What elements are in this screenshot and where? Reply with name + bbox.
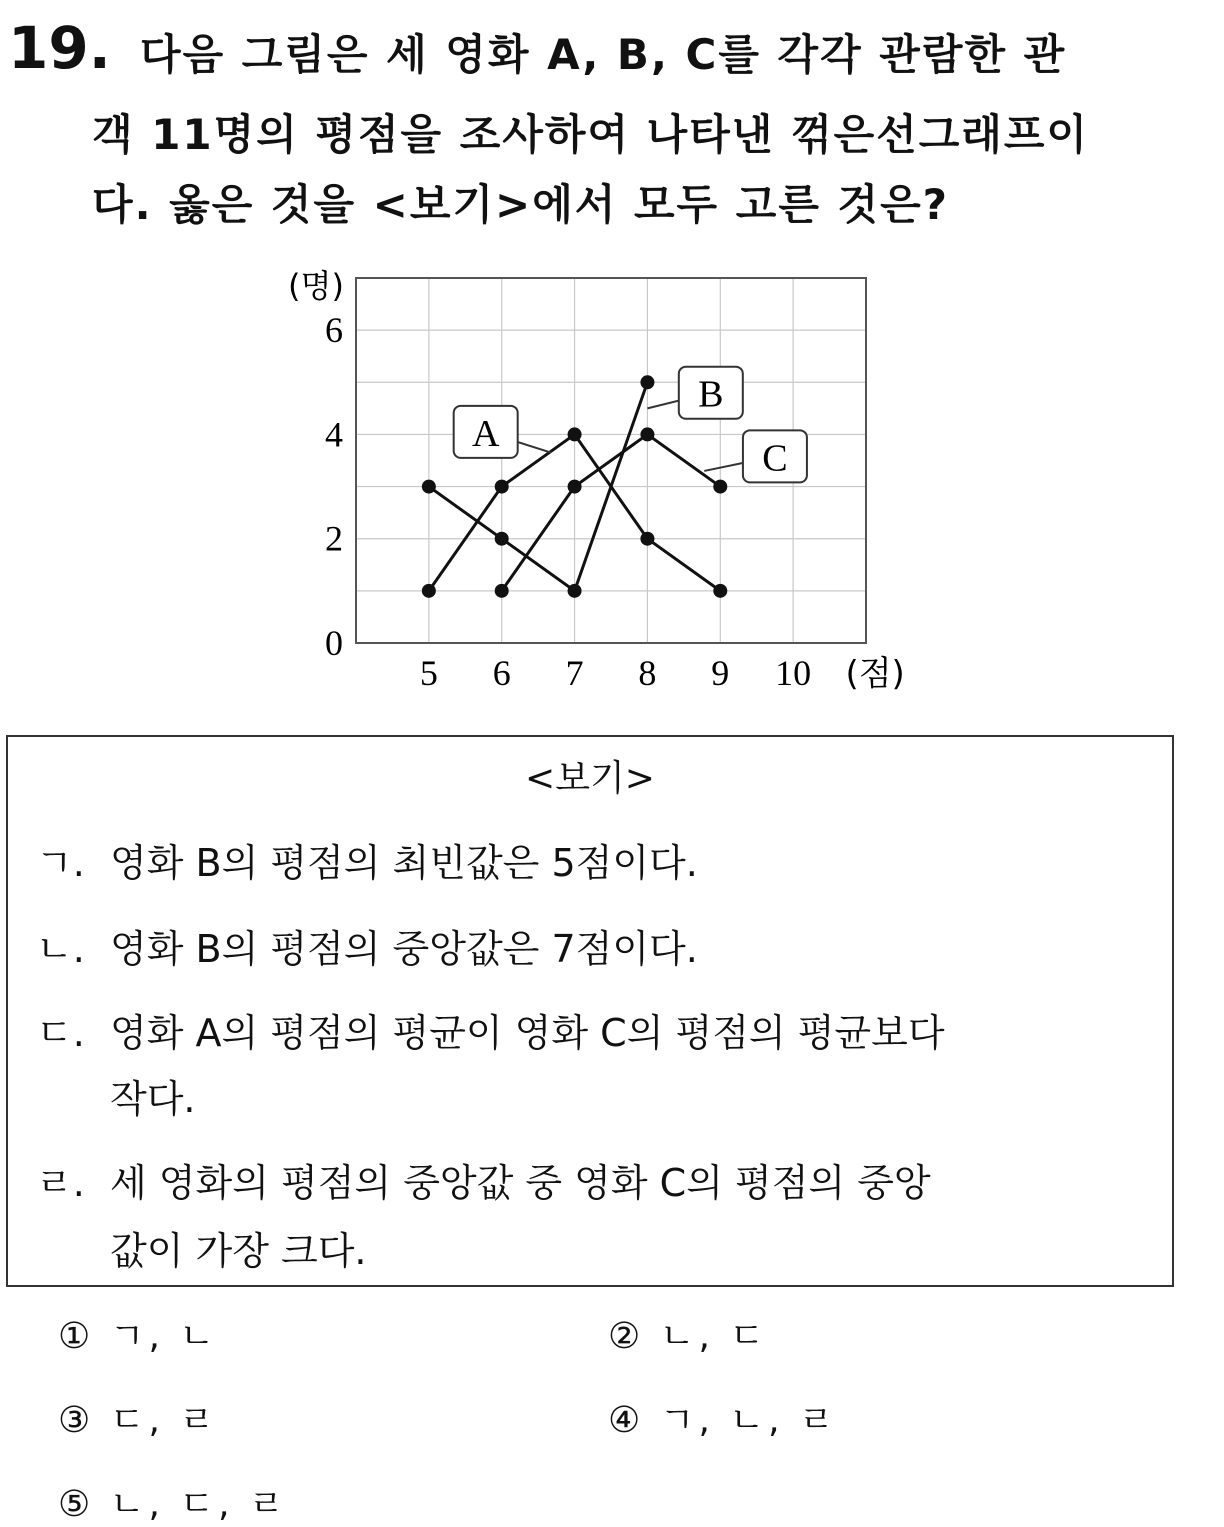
data-point-A — [640, 532, 654, 546]
y-axis-label: (명) — [288, 267, 344, 305]
data-point-A — [422, 584, 436, 598]
data-point-C — [568, 480, 582, 494]
question-line-1: 다음 그림은 세 영화 A, B, C를 각각 관람한 관 — [140, 30, 1067, 79]
answer-option-1[interactable]: ① ㄱ, ㄴ — [58, 1316, 219, 1357]
series-label-A: A — [471, 412, 500, 455]
x-tick-label: 9 — [711, 653, 730, 693]
series-label-C: C — [762, 437, 788, 480]
x-tick-label: 6 — [492, 653, 511, 693]
y-tick-label: 4 — [325, 414, 343, 455]
question-number: 19. — [8, 14, 111, 82]
data-point-C — [495, 584, 509, 598]
data-point-A — [713, 584, 727, 598]
bogi-item-label: ㄴ. — [36, 927, 85, 971]
y-tick-label: 2 — [325, 518, 343, 559]
question-line-3: 다. 옳은 것을 <보기>에서 모두 고른 것은? — [92, 180, 950, 229]
answer-option-5[interactable]: ⑤ ㄴ, ㄷ, ㄹ — [58, 1484, 288, 1525]
y-tick-label: 0 — [325, 623, 343, 663]
bogi-item-text: 값이 가장 크다. — [110, 1229, 367, 1273]
answer-option-2[interactable]: ② ㄴ, ㄷ — [608, 1316, 769, 1357]
y-tick-label: 6 — [325, 310, 343, 351]
bogi-item-label: ㄹ. — [36, 1161, 85, 1205]
data-point-A — [495, 480, 509, 494]
bogi-item-label: ㄱ. — [36, 841, 85, 885]
bogi-item-text: 영화 A의 평점의 평균이 영화 C의 평점의 평균보다 — [110, 1011, 945, 1055]
bogi-item-text: 영화 B의 평점의 중앙값은 7점이다. — [110, 927, 698, 971]
x-tick-label: 8 — [638, 653, 657, 693]
x-tick-label: 5 — [419, 653, 438, 693]
bogi-item-text: 세 영화의 평점의 중앙값 중 영화 C의 평점의 중앙 — [110, 1161, 931, 1205]
question-line-2: 객 11명의 평점을 조사하여 나타낸 꺾은선그래프이 — [92, 110, 1089, 159]
bogi-item-text: 작다. — [110, 1077, 196, 1121]
bogi-title: <보기> — [525, 758, 655, 799]
bogi-item-label: ㄷ. — [36, 1011, 85, 1055]
data-point-B — [640, 375, 654, 389]
data-point-A — [568, 427, 582, 441]
data-point-B — [568, 584, 582, 598]
data-point-C — [640, 427, 654, 441]
x-tick-label: 10 — [775, 653, 812, 693]
x-tick-label: 7 — [565, 653, 584, 693]
answer-option-3[interactable]: ③ ㄷ, ㄹ — [58, 1400, 219, 1441]
data-point-B — [422, 480, 436, 494]
answer-option-4[interactable]: ④ ㄱ, ㄴ, ㄹ — [608, 1400, 838, 1441]
bogi-item-text: 영화 B의 평점의 최빈값은 5점이다. — [110, 841, 698, 885]
series-label-B: B — [698, 373, 724, 416]
data-point-C — [713, 480, 727, 494]
data-point-B — [495, 532, 509, 546]
x-axis-label: (점) — [845, 654, 905, 694]
line-chart — [260, 255, 940, 705]
